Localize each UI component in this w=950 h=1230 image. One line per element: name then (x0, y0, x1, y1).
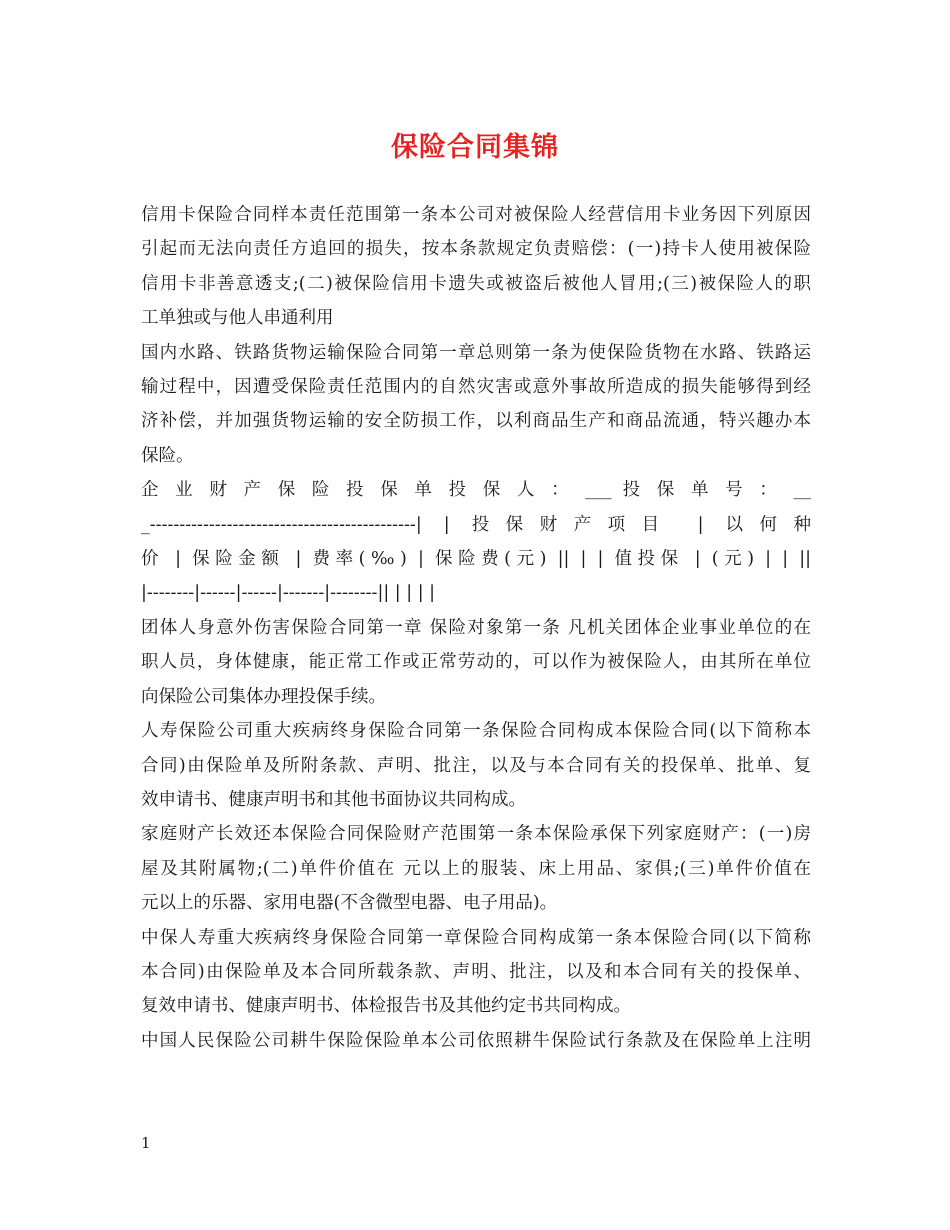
text-line: 元以上的乐器、家用电器(不含微型电器、电子用品)。 (141, 893, 558, 914)
text-line: 国内水路、铁路货物运输保险合同第一章总则第一条为使保险货物在水路、铁路运 (141, 342, 811, 363)
text-line: 人寿保险公司重大疾病终身保险合同第一条保险合同构成本保险合同(以下简称本 (141, 721, 811, 742)
text-line: 价 | 保险金额 | 费率(‰) | 保险费(元) || | | 值投保 | (元) | | || (141, 549, 811, 570)
text-line: 职人员，身体健康，能正常工作或正常劳动的，可以作为被保险人，由其所在单位 (141, 652, 811, 673)
text-line: 济补偿，并加强货物运输的安全防损工作，以利商品生产和商品流通，特兴趣办本 (141, 411, 811, 432)
text-line: 企 业 财 产 保 险 投 保 单 投 保 人 ： ___ 投 保 单 号 ： __ (141, 480, 811, 501)
document-body (141, 198, 811, 1058)
paragraph-property-insurance-form (141, 473, 811, 611)
text-line: 信用卡非善意透支;(二)被保险信用卡遗失或被盗后被他人冒用;(三)被保险人的职 (141, 273, 811, 294)
text-line: 屋及其附属物;(二)单件价值在 元以上的服装、床上用品、家俱;(三)单件价值在 (141, 858, 811, 879)
text-line: 工单独或与他人串通利用 (141, 308, 334, 329)
page-number: 1 (141, 1134, 151, 1152)
text-line: 复效申请书、健康声明书、体检报告书及其他约定书共同构成。 (141, 996, 631, 1017)
text-line: 家庭财产长效还本保险合同保险财产范围第一条本保险承保下列家庭财产：(一)房 (141, 824, 811, 845)
text-line: 信用卡保险合同样本责任范围第一条本公司对被保险人经营信用卡业务因下列原因 (141, 205, 811, 225)
text-line: 中国人民保险公司耕牛保险保险单本公司依照耕牛保险试行条款及在保险单上注明 (141, 1030, 811, 1051)
paragraph-cargo-transport-insurance (141, 336, 811, 474)
text-line: _---------------------------------------------| | 投保财产项目 | 以何种 (141, 514, 811, 535)
paragraph-home-property-insurance (141, 817, 811, 920)
text-line: 输过程中，因遭受保险责任范围内的自然灾害或意外事故所造成的损失能够得到经 (141, 377, 811, 398)
paragraph-life-critical-illness-insurance (141, 921, 811, 1024)
text-line: 保险。 (141, 445, 194, 466)
text-line: 合同)由保险单及所附条款、声明、批注，以及与本合同有关的投保单、批单、复 (141, 755, 811, 776)
paragraph-credit-card-insurance (141, 198, 811, 336)
text-line: 向保险公司集体办理投保手续。 (141, 686, 386, 707)
text-line: |--------|------|------|-------|--------|| | | | | (141, 583, 436, 604)
text-line: 本合同)由保险单及本合同所载条款、声明、批注，以及和本合同有关的投保单、 (141, 961, 811, 982)
text-line: 中保人寿重大疾病终身保险合同第一章保险合同构成第一条本保险合同(以下简称 (141, 927, 811, 948)
paragraph-group-accident-insurance (141, 611, 811, 714)
paragraph-cattle-insurance (141, 1024, 811, 1058)
paragraph-critical-illness-insurance (141, 714, 811, 817)
text-line: 效申请书、健康声明书和其他书面协议共同构成。 (141, 789, 526, 810)
text-line: 团体人身意外伤害保险合同第一章 保险对象第一条 凡机关团体企业事业单位的在 (141, 617, 811, 638)
text-line: 引起而无法向责任方追回的损失，按本条款规定负责赔偿：(一)持卡人使用被保险 (141, 239, 811, 260)
document-title: 保险合同集锦 (391, 132, 559, 163)
